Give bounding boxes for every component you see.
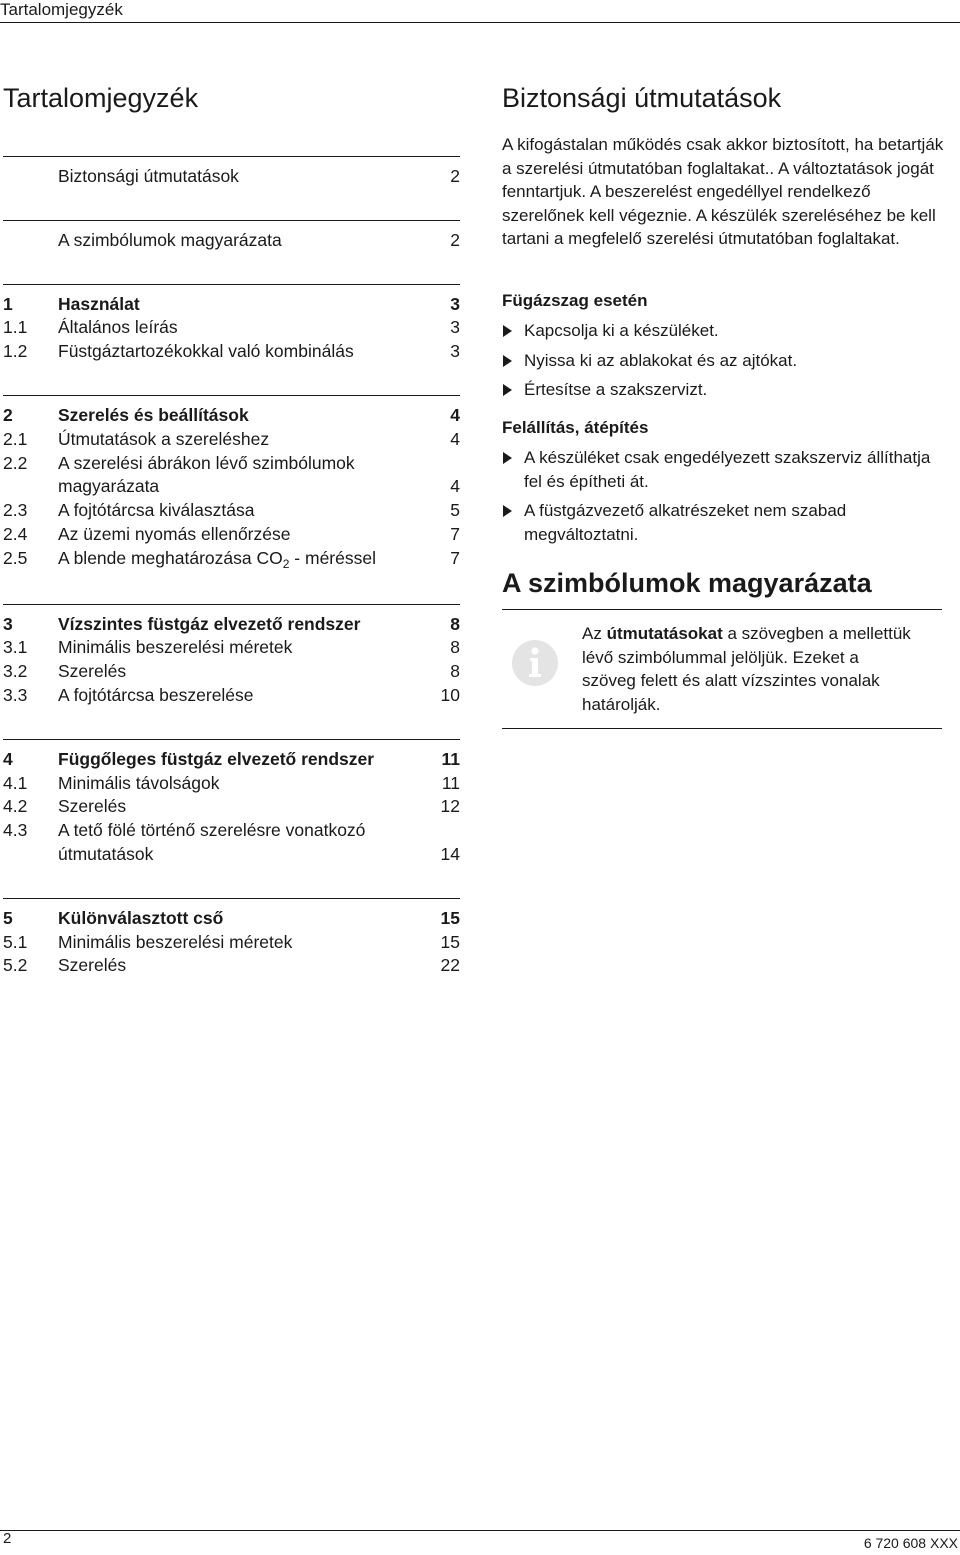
toc-number: 3.1 bbox=[3, 637, 28, 658]
toc-title: A szimbólumok magyarázata bbox=[58, 229, 282, 250]
toc-title: Különválasztott cső bbox=[58, 907, 224, 928]
toc-number: 4.3 bbox=[3, 820, 28, 841]
info-icon bbox=[511, 639, 559, 687]
toc-page: 15 bbox=[440, 931, 460, 952]
toc-title: A tető fölé történő szerelésre vonatkozó bbox=[58, 820, 366, 841]
toc-page bbox=[420, 452, 460, 476]
toc-item-2-2-cont[interactable] bbox=[0, 475, 460, 499]
toc-page: 11 bbox=[441, 748, 460, 769]
footer-rule bbox=[0, 1530, 960, 1531]
triangle-bullet-icon bbox=[503, 505, 512, 517]
toc-title: Szerelés bbox=[58, 796, 127, 817]
toc-divider bbox=[3, 284, 460, 285]
toc-number bbox=[0, 843, 58, 867]
toc-number: 1.2 bbox=[3, 341, 28, 362]
list-item-text: A készüléket csak engedélyezett szakszerviz állíthatja fel és építheti át. bbox=[524, 448, 931, 491]
toc-item-4-3[interactable] bbox=[0, 819, 460, 843]
toc-number: 1 bbox=[3, 293, 13, 314]
toc-page: 4 bbox=[450, 428, 460, 449]
toc-title: A fojtótárcsa kiválasztása bbox=[58, 500, 255, 521]
gas-smell-list bbox=[502, 319, 942, 408]
toc-title: Szerelés és beállítások bbox=[58, 404, 249, 425]
header-rule bbox=[0, 22, 960, 23]
toc-number: 4.2 bbox=[3, 796, 28, 817]
toc-section-4[interactable] bbox=[0, 748, 460, 772]
triangle-bullet-icon bbox=[503, 452, 512, 464]
list-item bbox=[502, 349, 942, 373]
info-text-start: Az bbox=[582, 624, 607, 643]
toc-number: 4 bbox=[3, 748, 13, 769]
toc-title: Minimális beszerelési méretek bbox=[58, 637, 293, 658]
toc-title: Biztonsági útmutatások bbox=[58, 166, 239, 186]
toc-section-2[interactable] bbox=[0, 404, 460, 428]
toc-title: Minimális távolságok bbox=[58, 772, 220, 793]
toc-title-suffix: - méréssel bbox=[294, 547, 376, 568]
toc-item-2-2[interactable] bbox=[0, 452, 460, 476]
toc-title: Minimális beszerelési méretek bbox=[58, 931, 293, 952]
toc-title: Függőleges füstgáz elvezető rendszer bbox=[58, 748, 375, 769]
list-item bbox=[502, 446, 942, 493]
toc-title: Szerelés bbox=[58, 955, 127, 976]
toc-heading: Tartalomjegyzék bbox=[3, 83, 199, 113]
toc-page: 11 bbox=[441, 772, 460, 793]
toc-item-2-4[interactable] bbox=[0, 523, 460, 547]
toc-title: magyarázata bbox=[58, 476, 160, 497]
toc-number: 3 bbox=[3, 613, 13, 634]
toc-number: 3.2 bbox=[3, 661, 28, 682]
toc-page: 14 bbox=[440, 843, 460, 864]
page-number: 2 bbox=[3, 1530, 12, 1547]
toc-title: útmutatások bbox=[58, 843, 154, 864]
toc-item-2-3[interactable] bbox=[0, 499, 460, 523]
installation-heading: Felállítás, átépítés bbox=[502, 418, 649, 437]
toc-title: A fojtótárcsa beszerelése bbox=[58, 684, 254, 705]
toc-item-3-1[interactable] bbox=[0, 636, 460, 660]
info-rule-top bbox=[502, 609, 942, 610]
list-item-text: Értesítse a szakszervizt. bbox=[524, 380, 708, 399]
toc-title bbox=[58, 547, 420, 573]
toc-page: 3 bbox=[450, 341, 460, 362]
toc-title-text: A blende meghatározása CO bbox=[58, 547, 283, 568]
list-item-text: A füstgázvezető alkatrészeket nem szabad megváltoztatni. bbox=[524, 501, 847, 544]
toc-item-1-1[interactable] bbox=[0, 316, 460, 340]
toc-title: Vízszintes füstgáz elvezető rendszer bbox=[58, 613, 361, 634]
toc-number: 5.1 bbox=[3, 931, 28, 952]
toc-title: Szerelés bbox=[58, 661, 127, 682]
table-of-contents bbox=[0, 156, 460, 978]
toc-page: 12 bbox=[440, 796, 460, 817]
toc-item-5-2[interactable] bbox=[0, 954, 460, 978]
toc-page: 5 bbox=[450, 500, 460, 521]
toc-number: 2.2 bbox=[3, 452, 28, 473]
toc-item-2-1[interactable] bbox=[0, 428, 460, 452]
toc-title: Füstgáztartozékokkal való kombinálás bbox=[58, 341, 354, 362]
toc-title: Az üzemi nyomás ellenőrzése bbox=[58, 523, 291, 544]
gas-smell-heading: Fügázszag esetén bbox=[502, 291, 648, 310]
info-text-emphasis: útmutatásokat bbox=[606, 624, 723, 643]
toc-item-4-1[interactable] bbox=[0, 772, 460, 796]
toc-number: 2.4 bbox=[3, 523, 28, 544]
info-text bbox=[582, 622, 912, 716]
toc-item-3-2[interactable] bbox=[0, 660, 460, 684]
toc-item-3-3[interactable] bbox=[0, 684, 460, 708]
toc-page: 4 bbox=[450, 476, 460, 497]
toc-item-4-3-cont[interactable] bbox=[0, 843, 460, 867]
toc-title: Használat bbox=[58, 293, 140, 314]
toc-page bbox=[420, 819, 460, 843]
installation-list bbox=[502, 446, 942, 552]
toc-page: 10 bbox=[440, 684, 460, 705]
toc-number bbox=[0, 165, 58, 189]
toc-divider bbox=[3, 739, 460, 740]
toc-page: 3 bbox=[450, 293, 460, 314]
toc-page: 2 bbox=[450, 166, 460, 186]
toc-number: 2.3 bbox=[3, 500, 28, 521]
triangle-bullet-icon bbox=[503, 355, 512, 367]
toc-divider bbox=[3, 395, 460, 396]
toc-section-1[interactable] bbox=[0, 293, 460, 317]
toc-number: 5.2 bbox=[3, 955, 28, 976]
safety-heading: Biztonsági útmutatások bbox=[502, 83, 782, 113]
toc-number: 2 bbox=[3, 404, 13, 425]
triangle-bullet-icon bbox=[503, 384, 512, 396]
list-item-text: Nyissa ki az ablakokat és az ajtókat. bbox=[524, 350, 798, 370]
toc-page: 7 bbox=[450, 523, 460, 544]
co2-subscript: 2 bbox=[282, 556, 290, 571]
safety-intro: A kifogástalan működés csak akkor biztosított, ha betartják a szerelési útmutatóban foglaltakat.. A változtatások jogát fenntartjuk. A beszerelést engedéllyel rendelkező szerelőnek kell végeznie. A készülék szereléséhez be kell tartani a megfelelő szerelési útmutatóban foglaltakat. bbox=[502, 135, 944, 248]
toc-divider bbox=[3, 604, 460, 605]
list-item bbox=[502, 378, 942, 402]
symbols-heading: A szimbólumok magyarázata bbox=[502, 568, 872, 598]
info-rule-bottom bbox=[502, 728, 942, 729]
list-item bbox=[502, 499, 942, 546]
toc-divider bbox=[3, 220, 460, 221]
toc-section-5[interactable] bbox=[0, 907, 460, 931]
toc-item-1-2[interactable] bbox=[0, 340, 460, 364]
toc-number: 4.1 bbox=[3, 772, 28, 793]
toc-number: 5 bbox=[3, 907, 13, 928]
toc-section-3[interactable] bbox=[0, 613, 460, 637]
toc-title: Általános leírás bbox=[58, 317, 178, 338]
toc-number bbox=[0, 229, 58, 253]
toc-page: 22 bbox=[440, 955, 460, 976]
info-notice bbox=[502, 609, 942, 729]
toc-title: Útmutatások a szereléshez bbox=[58, 428, 270, 449]
toc-page: 8 bbox=[450, 637, 460, 658]
toc-item-4-2[interactable] bbox=[0, 795, 460, 819]
list-item-text: Kapcsolja ki a készüléket. bbox=[524, 321, 719, 340]
toc-page: 2 bbox=[450, 229, 460, 250]
triangle-bullet-icon bbox=[503, 325, 512, 337]
toc-item-5-1[interactable] bbox=[0, 931, 460, 955]
toc-entry-symbols[interactable] bbox=[0, 229, 460, 253]
list-item bbox=[502, 319, 942, 343]
toc-title: A szerelési ábrákon lévő szimbólumok bbox=[58, 452, 355, 473]
running-header: Tartalomjegyzék bbox=[0, 0, 123, 19]
toc-page: 8 bbox=[450, 661, 460, 682]
toc-number: 2.1 bbox=[3, 428, 28, 449]
toc-number: 3.3 bbox=[3, 684, 28, 705]
toc-number: 2.5 bbox=[3, 547, 28, 568]
toc-item-2-5[interactable] bbox=[0, 547, 460, 573]
toc-number bbox=[0, 475, 58, 499]
toc-number: 1.1 bbox=[3, 317, 28, 338]
toc-divider bbox=[3, 156, 460, 157]
toc-page: 4 bbox=[450, 404, 460, 425]
toc-page: 7 bbox=[450, 547, 460, 568]
toc-divider bbox=[3, 898, 460, 899]
toc-entry-safety[interactable] bbox=[0, 165, 460, 189]
toc-page: 8 bbox=[450, 613, 460, 634]
document-code: 6 720 608 XXX bbox=[863, 1535, 958, 1551]
toc-page: 15 bbox=[440, 907, 460, 928]
info-text-end: a szövegben a mellettük lévő szimbólummal jelöljük. Ezeket a szöveg felett és alatt vízszintes vonalak határolják. bbox=[582, 624, 911, 714]
toc-page: 3 bbox=[450, 317, 460, 338]
